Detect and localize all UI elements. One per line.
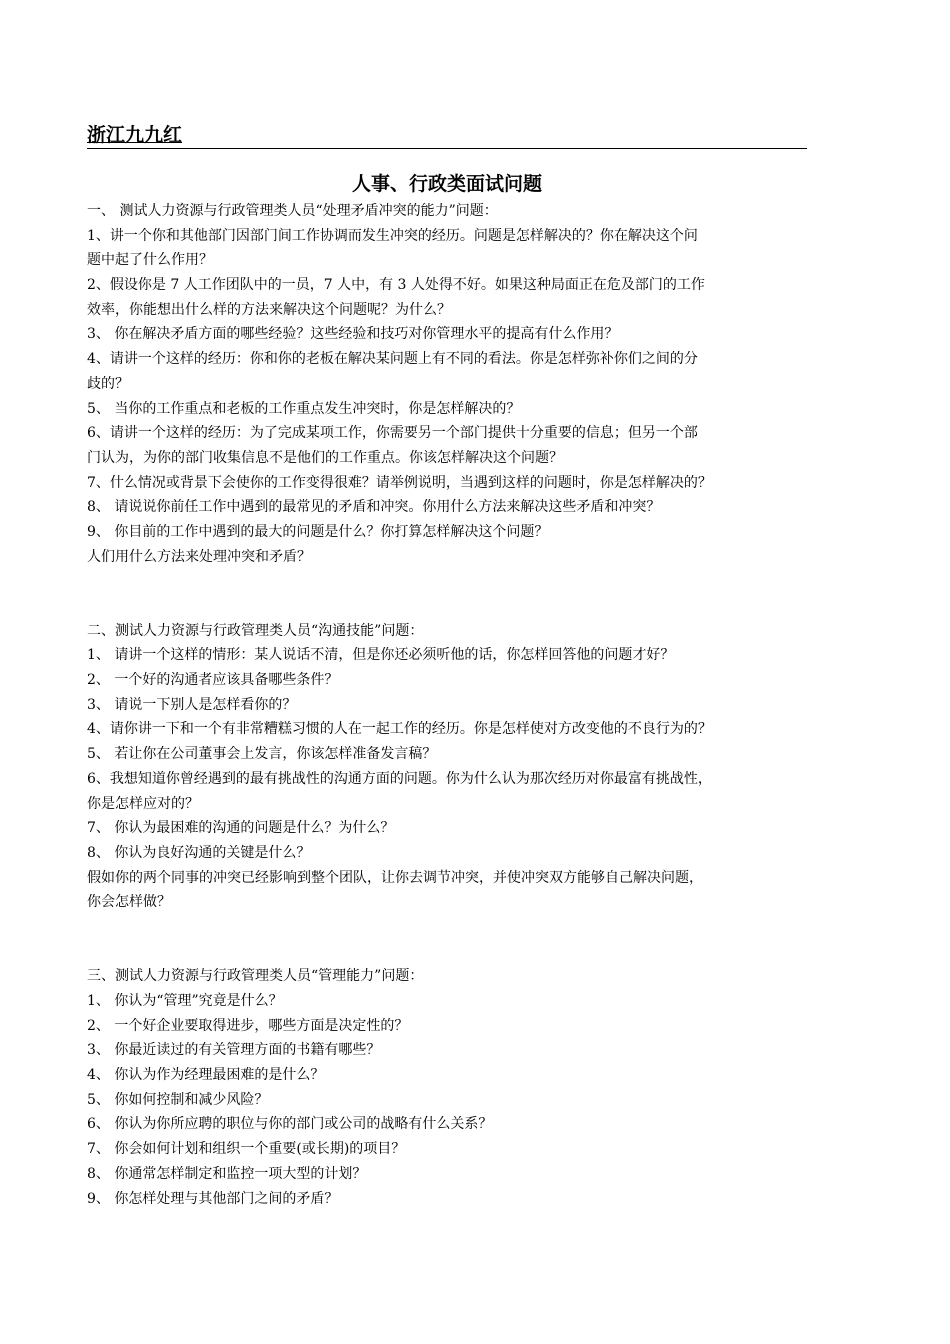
question-line: 门认为，为你的部门收集信息不是他们的工作重点。你该怎样解决这个问题？ bbox=[87, 449, 563, 466]
question-line: 5、 当你的工作重点和老板的工作重点发生冲突时，你是怎样解决的？ bbox=[87, 400, 521, 417]
question-line: 6、我想知道你曾经遇到的最有挑战性的沟通方面的问题。你为什么认为那次经历对你最富有挑战性， bbox=[87, 770, 712, 787]
question-line: 9、 你目前的工作中遇到的最大的问题是什么？你打算怎样解决这个问题？ bbox=[87, 523, 549, 540]
question-line: 5、 若让你在公司董事会上发言，你该怎样准备发言稿？ bbox=[87, 746, 437, 763]
question-line: 3、 你最近读过的有关管理方面的书籍有哪些？ bbox=[87, 1042, 381, 1059]
question-line: 7、什么情况或背景下会使你的工作变得很难？请举例说明，当遇到这样的问题时，你是怎样解决的？ bbox=[87, 474, 712, 491]
document-title: 人事、行政类面试问题 bbox=[351, 173, 542, 195]
document-body bbox=[87, 199, 822, 1211]
question-line: 7、 你认为最困难的沟通的问题是什么？为什么？ bbox=[87, 820, 395, 837]
question-line: 歧的？ bbox=[87, 375, 129, 392]
question-line: 1、 你认为“管理”究竟是什么？ bbox=[87, 993, 283, 1010]
question-line: 2、假设你是 7 人工作团队中的一员，7 人中，有 3 人处得不好。如果这种局面正在危及部门的工作 bbox=[87, 277, 705, 294]
page-header bbox=[87, 122, 807, 149]
section-gap bbox=[87, 569, 822, 618]
question-section bbox=[87, 619, 822, 915]
question-line: 3、 请说一下别人是怎样看你的？ bbox=[87, 696, 297, 713]
question-line: 效率，你能想出什么样的方法来解决这个问题呢？为什么？ bbox=[87, 301, 451, 318]
section-gap bbox=[87, 915, 822, 964]
question-line: 8、 请说说你前任工作中遇到的最常见的矛盾和冲突。你用什么方法来解决这些矛盾和冲突？ bbox=[87, 499, 661, 516]
question-line: 1、讲一个你和其他部门因部门间工作协调而发生冲突的经历。问题是怎样解决的？你在解决这个问 bbox=[87, 227, 698, 244]
question-line: 人们用什么方法来处理冲突和矛盾？ bbox=[87, 548, 311, 565]
question-line: 6、 你认为你所应聘的职位与你的部门或公司的战略有什么关系？ bbox=[87, 1116, 493, 1133]
section-heading: 二、测试人力资源与行政管理类人员“沟通技能”问题： bbox=[87, 622, 424, 639]
question-line: 6、请讲一个这样的经历：为了完成某项工作，你需要另一个部门提供十分重要的信息；但另一个部 bbox=[87, 425, 698, 442]
question-line: 7、 你会如何计划和组织一个重要(或长期)的项目？ bbox=[87, 1141, 406, 1158]
question-section bbox=[87, 199, 822, 569]
section-heading: 三、测试人力资源与行政管理类人员“管理能力”问题： bbox=[87, 968, 424, 985]
company-name: 浙江九九红 bbox=[87, 124, 183, 146]
question-line: 1、 请讲一个这样的情形：某人说话不清，但是你还必须听他的话，你怎样回答他的问题才好？ bbox=[87, 647, 675, 664]
question-line: 4、请你讲一下和一个有非常糟糕习惯的人在一起工作的经历。你是怎样使对方改变他的不良行为的？ bbox=[87, 721, 712, 738]
question-line: 4、请讲一个这样的经历：你和你的老板在解决某问题上有不同的看法。你是怎样弥补你们之间的分 bbox=[87, 351, 698, 368]
question-line: 5、 你如何控制和减少风险？ bbox=[87, 1091, 269, 1108]
question-line: 你会怎样做？ bbox=[87, 894, 171, 911]
question-line: 4、 你认为作为经理最困难的是什么？ bbox=[87, 1067, 325, 1084]
question-line: 你是怎样应对的？ bbox=[87, 795, 199, 812]
question-line: 3、 你在解决矛盾方面的哪些经验？这些经验和技巧对你管理水平的提高有什么作用？ bbox=[87, 326, 619, 343]
question-line: 9、 你怎样处理与其他部门之间的矛盾？ bbox=[87, 1190, 339, 1207]
question-line: 8、 你通常怎样制定和监控一项大型的计划？ bbox=[87, 1165, 367, 1182]
question-line: 假如你的两个同事的冲突已经影响到整个团队，让你去调节冲突，并使冲突双方能够自己解决问题， bbox=[87, 869, 703, 886]
question-line: 2、 一个好的沟通者应该具备哪些条件？ bbox=[87, 672, 339, 689]
question-section bbox=[87, 964, 822, 1211]
section-heading: 一、 测试人力资源与行政管理类人员“处理矛盾冲突的能力”问题： bbox=[87, 203, 498, 219]
question-line: 题中起了什么作用？ bbox=[87, 252, 213, 269]
question-line: 8、 你认为良好沟通的关键是什么？ bbox=[87, 844, 311, 861]
question-line: 2、 一个好企业要取得进步，哪些方面是决定性的？ bbox=[87, 1017, 409, 1034]
